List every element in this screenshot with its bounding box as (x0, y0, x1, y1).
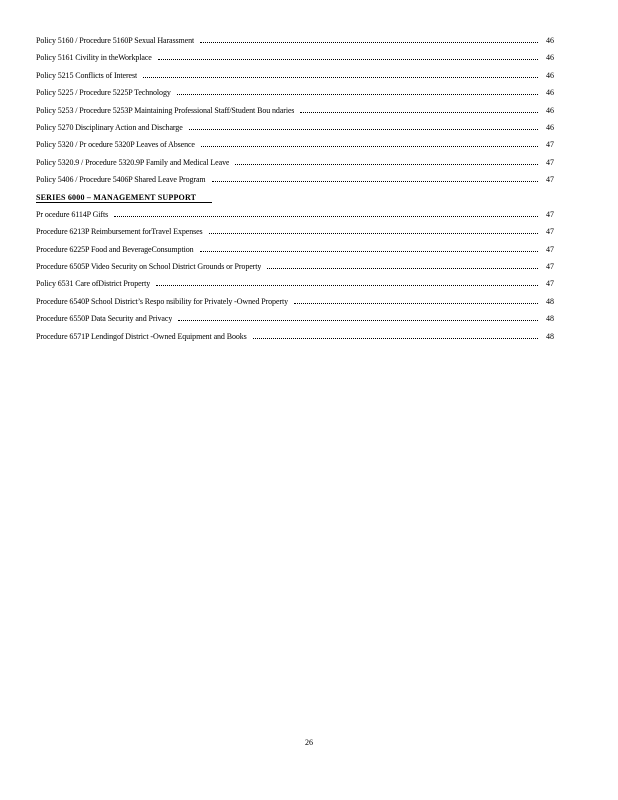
toc-entry-title: Procedure 6571P Lendingof District -Owned Equipment and Books (36, 331, 247, 341)
toc-entry-title: Policy 5161 Civility in theWorkplace (36, 53, 152, 63)
toc-entry-title: Procedure 6225P Food and BeverageConsumption (36, 244, 194, 254)
toc-entry-page: 46 (546, 36, 554, 45)
dot-leader (267, 268, 538, 269)
dot-leader (114, 216, 538, 217)
toc-entry-page: 46 (546, 122, 554, 132)
toc-entry[interactable] (36, 262, 554, 279)
toc-entry-title: Policy 5253 / Procedure 5253P Maintaining Professional Staff/Student Bou ndaries (36, 105, 295, 115)
toc-entry-title: Policy 5215 Conflicts of Interest (36, 70, 138, 80)
toc-entry-title: Procedure 6505P Video Security on School District Grounds or Property (36, 262, 262, 272)
toc-entry-page: 47 (546, 244, 554, 254)
toc-entry-page: 47 (546, 157, 554, 167)
toc-entry[interactable] (36, 297, 554, 314)
toc-entry-title: Policy 5270 Disciplinary Action and Discharge (36, 122, 183, 132)
toc-entry-title: Policy 5320.9 / Procedure 5320.9P Family and Medical Leave (36, 157, 230, 167)
toc-entry[interactable] (36, 123, 554, 140)
dot-leader (143, 77, 538, 78)
toc-entry-page: 46 (546, 53, 554, 63)
toc-entry-page: 47 (546, 209, 554, 219)
toc-entry-page: 46 (546, 105, 554, 115)
toc-entry[interactable] (36, 140, 554, 157)
toc-entry-title: Procedure 6213P Reimbursement forTravel Expenses (36, 227, 203, 237)
toc-entry[interactable] (36, 314, 554, 331)
toc-entry-page: 47 (546, 279, 554, 289)
page-number: 26 (305, 738, 313, 747)
toc-entry-title: Policy 6531 Care ofDistrict Property (36, 279, 151, 289)
dot-leader (212, 181, 538, 182)
toc-section-series-5000 (36, 36, 554, 193)
toc-entry[interactable] (36, 279, 554, 296)
toc-entry[interactable] (36, 88, 554, 105)
toc-entry-title: Pr ocedure 6114P Gifts (36, 209, 109, 219)
dot-leader (201, 146, 538, 147)
toc-entry-title: Procedure 6550P Data Security and Privacy (36, 314, 173, 324)
toc-entry-page: 47 (546, 140, 554, 150)
toc-entry-title: Policy 5225 / Procedure 5225P Technology (36, 88, 171, 98)
dot-leader (235, 164, 538, 165)
toc-entry-page: 47 (546, 175, 554, 185)
toc-entry-title: Policy 5320 / Pr ocedure 5320P Leaves of Absence (36, 140, 195, 150)
series-heading (36, 193, 554, 210)
dot-leader (200, 251, 538, 252)
dot-leader (300, 112, 538, 113)
table-of-contents (36, 36, 554, 349)
toc-section-series-6000 (36, 210, 554, 349)
dot-leader (156, 285, 538, 286)
toc-entry-page: 48 (546, 296, 554, 306)
toc-entry[interactable] (36, 36, 554, 53)
toc-entry[interactable] (36, 245, 554, 262)
toc-entry-page: 48 (546, 331, 554, 341)
toc-entry[interactable] (36, 53, 554, 70)
toc-entry-title: Policy 5160 / Procedure 5160P Sexual Harassment (36, 36, 195, 45)
toc-entry[interactable] (36, 158, 554, 175)
dot-leader (189, 129, 538, 130)
toc-entry[interactable] (36, 210, 554, 227)
toc-entry-page: 46 (546, 70, 554, 80)
dot-leader (177, 94, 538, 95)
dot-leader (253, 338, 538, 339)
toc-entry-page: 47 (546, 262, 554, 272)
toc-entry-page: 46 (546, 88, 554, 98)
toc-entry[interactable] (36, 71, 554, 88)
dot-leader (178, 320, 538, 321)
toc-entry[interactable] (36, 106, 554, 123)
toc-entry-page: 47 (546, 227, 554, 237)
toc-entry[interactable] (36, 332, 554, 349)
dot-leader (158, 59, 538, 60)
dot-leader (200, 42, 538, 43)
toc-entry-title: Policy 5406 / Procedure 5406P Shared Leave Program (36, 175, 206, 185)
toc-entry[interactable] (36, 227, 554, 244)
dot-leader (294, 303, 538, 304)
toc-entry-title: Procedure 6540P School District’s Respo nsibility for Privately -Owned Property (36, 296, 288, 306)
series-heading-text: SERIES 6000 – MANAGEMENT SUPPORT (36, 193, 212, 203)
dot-leader (209, 233, 538, 234)
toc-entry-page: 48 (546, 314, 554, 324)
toc-entry[interactable] (36, 175, 554, 192)
